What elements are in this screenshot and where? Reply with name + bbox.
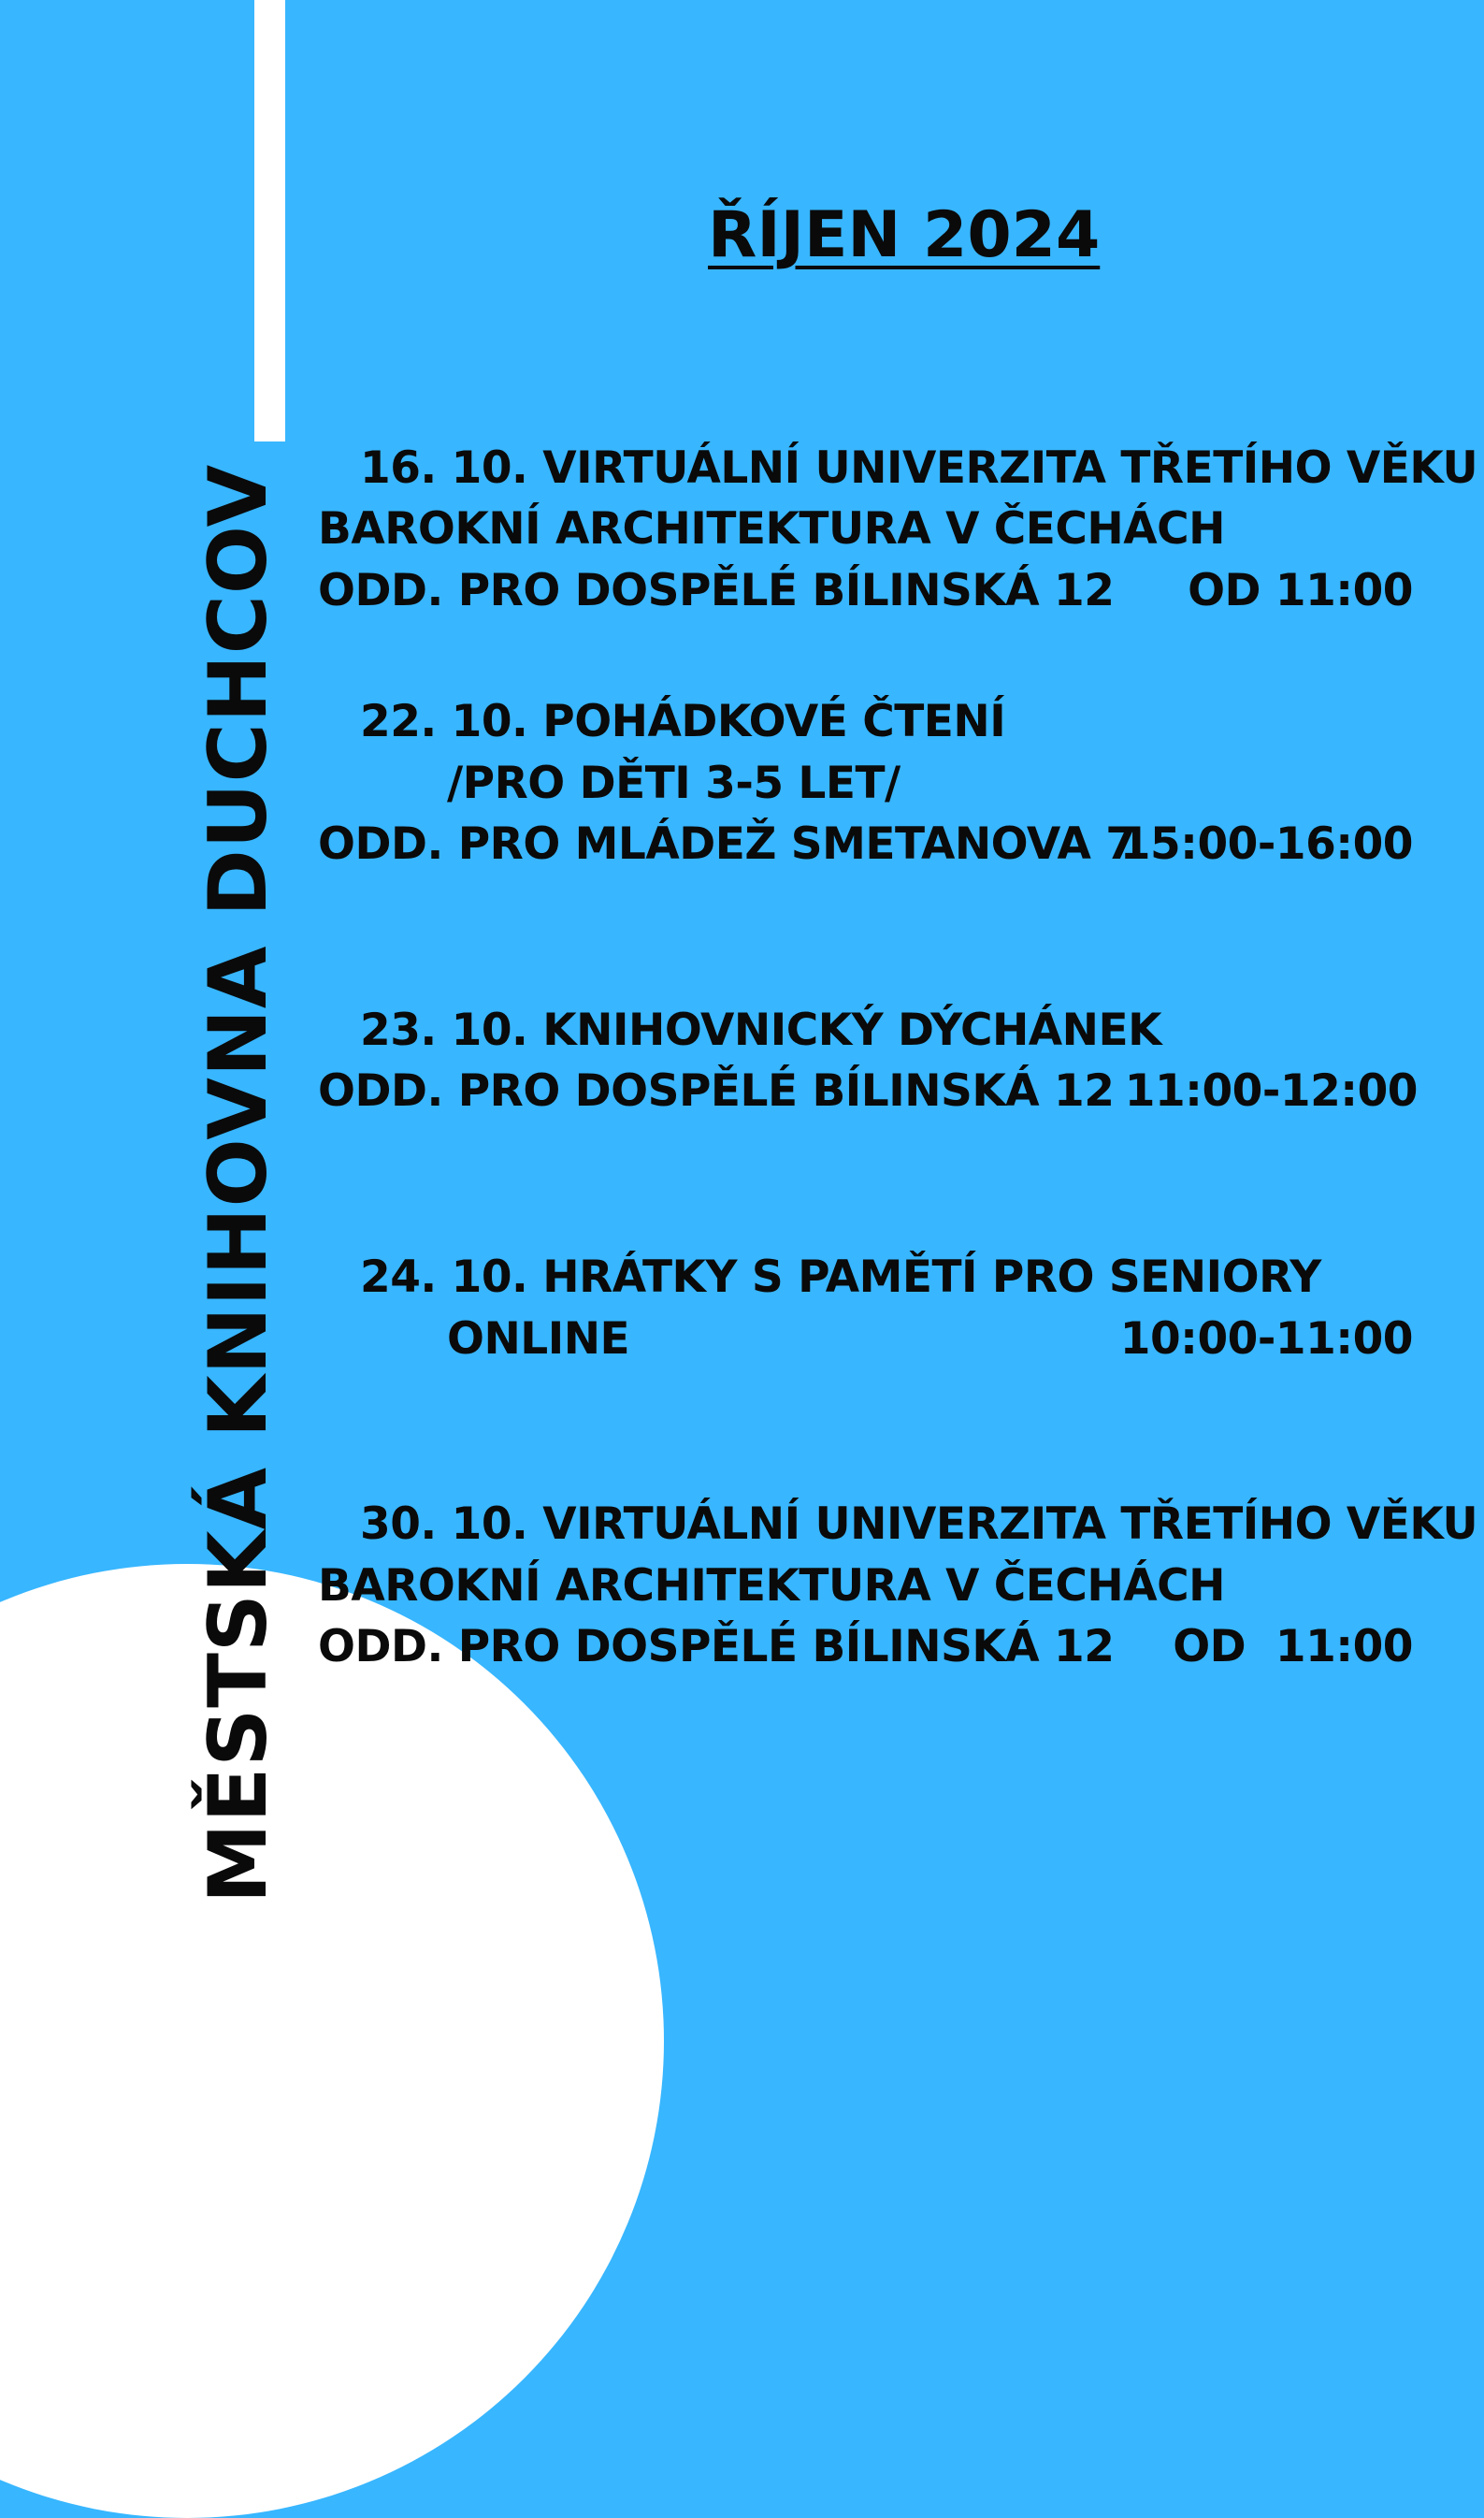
white-circle-decoration [0, 1564, 664, 2518]
white-accent-bar [254, 0, 285, 441]
event-location: ODD. PRO DOSPĚLÉ BÍLINSKÁ 12 [318, 1065, 1115, 1117]
event-title: 30. 10. VIRTUÁLNÍ UNIVERZITA TŘETÍHO VĚKU [360, 1498, 1478, 1550]
library-name: MĚSTSKÁ KNIHOVNA DUCHCOV [192, 463, 285, 1903]
event-subtitle: BAROKNÍ ARCHITEKTURA V ČECHÁCH [318, 503, 1225, 555]
event-title: 22. 10. POHÁDKOVÉ ČTENÍ [360, 696, 1006, 747]
event-time: 15:00-16:00 [1119, 818, 1413, 870]
event-title: 24. 10. HRÁTKY S PAMĚTÍ PRO SENIORY [360, 1252, 1321, 1303]
event-subtitle: BAROKNÍ ARCHITEKTURA V ČECHÁCH [318, 1560, 1225, 1612]
event-location: ODD. PRO MLÁDEŽ SMETANOVA 7 [318, 818, 1136, 870]
event-time: OD 11:00 [1173, 1621, 1413, 1672]
event-title: 16. 10. VIRTUÁLNÍ UNIVERZITA TŘETÍHO VĚKU [360, 442, 1478, 494]
event-location: ODD. PRO DOSPĚLÉ BÍLINSKÁ 12 [318, 1621, 1115, 1672]
event-title: 23. 10. KNIHOVNICKÝ DÝCHÁNEK [360, 1005, 1162, 1056]
event-subtitle: /PRO DĚTI 3-5 LET/ [447, 758, 900, 809]
event-time: 11:00-12:00 [1124, 1065, 1418, 1117]
event-location: ONLINE [447, 1313, 630, 1365]
event-time: OD 11:00 [1188, 565, 1413, 616]
event-time: 10:00-11:00 [1119, 1313, 1413, 1365]
event-location: ODD. PRO DOSPĚLÉ BÍLINSKÁ 12 [318, 565, 1115, 616]
page-title: ŘÍJEN 2024 [708, 198, 1101, 272]
